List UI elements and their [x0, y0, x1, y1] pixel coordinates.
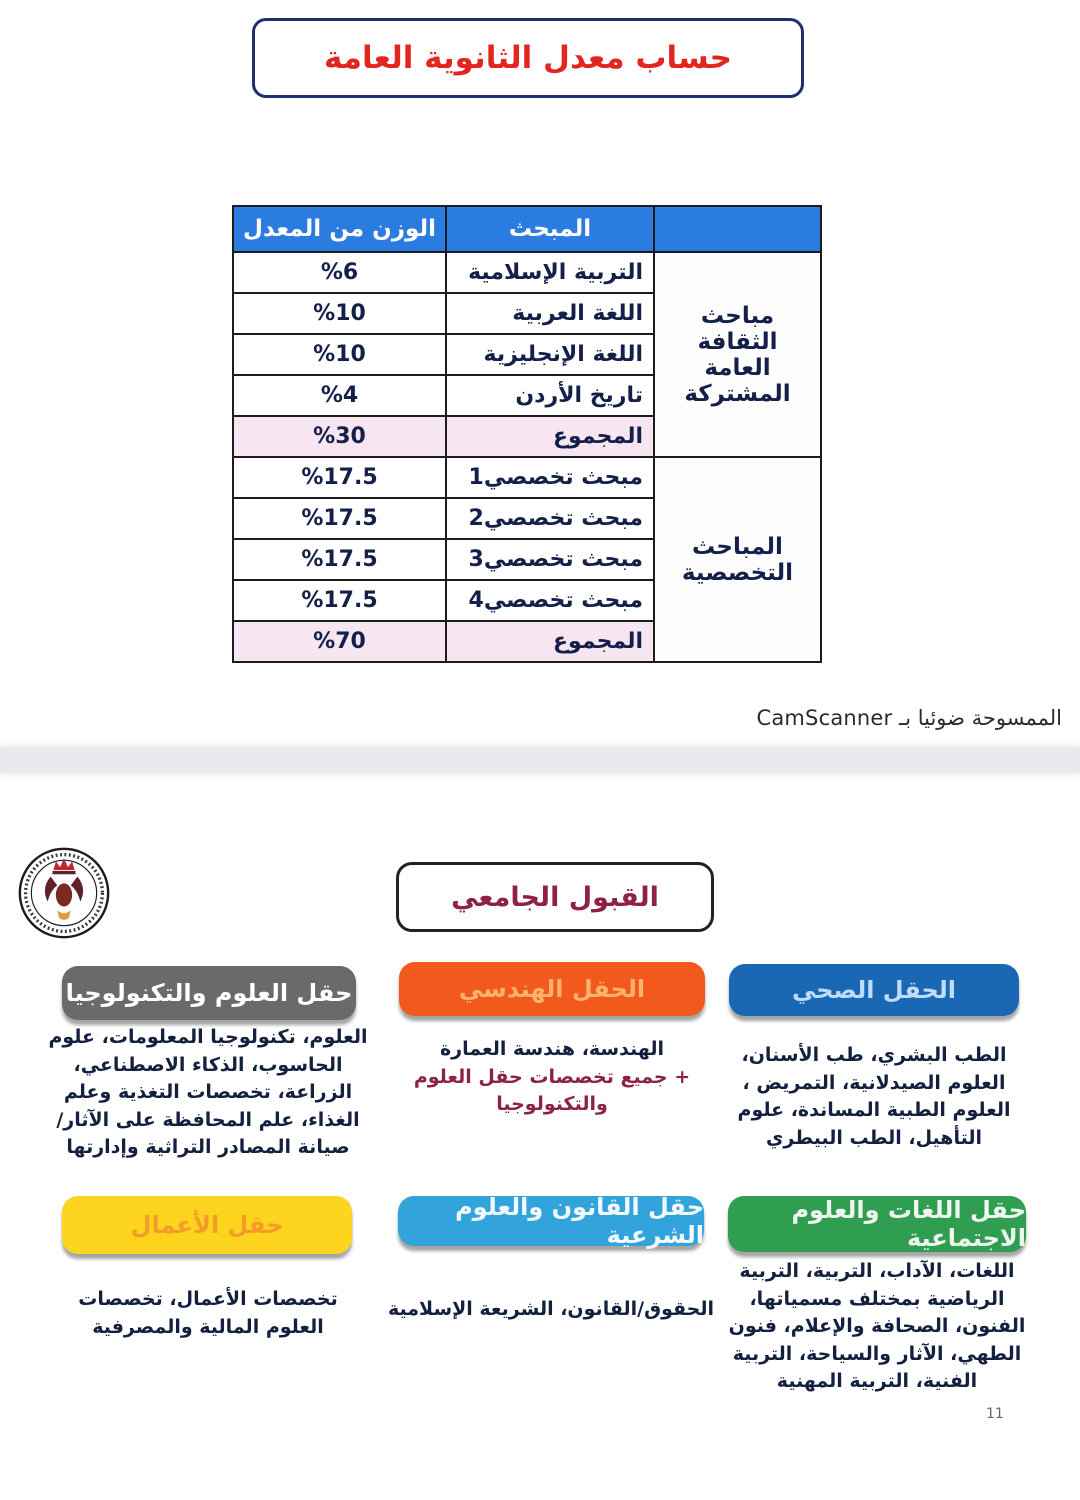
field-header-engineering — [399, 962, 705, 1016]
table-subject-cell: المجموع — [446, 621, 654, 662]
table-subject-cell: مبحث تخصصي3 — [446, 539, 654, 580]
page1-title: حساب معدل الثانوية العامة — [323, 40, 733, 76]
field-body-line: الحقوق/القانون، الشريعة الإسلامية — [387, 1298, 714, 1320]
field-body-line: اللغات، الآداب، التربية، التربية الرياضية بمختلف مسمياتها، الفنون، الصحافة والإعلام، فنون الطهي، الآثار والسياحة، التربية الفنية، التربية المهنية — [728, 1260, 1026, 1393]
field-body-health — [720, 1042, 1028, 1152]
field-body-line: العلوم، تكنولوجيا المعلومات، علوم الحاسوب، الذكاء الاصطناعي، الزراعة، تخصصات التغذية وعلم الغذاء، علم المحافظة على الآثار/ صيانة المصادر التراثية وإدارتها — [48, 1026, 368, 1159]
table-weight-cell: %17.5 — [233, 539, 446, 580]
table-header-row — [233, 206, 821, 252]
field-header-business — [62, 1196, 352, 1254]
field-body-business — [58, 1286, 358, 1341]
table-subject-cell: مبحث تخصصي2 — [446, 498, 654, 539]
table-weight-cell: %17.5 — [233, 580, 446, 621]
field-body-law_sharia — [388, 1296, 714, 1324]
table-header-subject: المبحث — [446, 206, 654, 252]
page-divider — [0, 747, 1080, 773]
table-row — [233, 457, 821, 498]
field-label-law_sharia: حقل القانون والعلوم الشرعية — [455, 1193, 704, 1249]
field-label-health: الحقل الصحي — [791, 976, 957, 1004]
page-number: 11 — [986, 1406, 1004, 1422]
table-row — [233, 252, 821, 293]
table-header-group-cell — [654, 206, 821, 252]
table-weight-cell: %10 — [233, 334, 446, 375]
camscanner-note: الممسوحة ضوئيا بـ CamScanner — [756, 706, 1062, 730]
table-weight-cell: %17.5 — [233, 498, 446, 539]
table-subject-cell: اللغة العربية — [446, 293, 654, 334]
field-label-science_tech: حقل العلوم والتكنولوجيا — [65, 979, 353, 1007]
table-group-label: المباحث التخصصية — [654, 457, 821, 662]
field-label-engineering: الحقل الهندسي — [458, 975, 646, 1003]
table-subject-cell: مبحث تخصصي4 — [446, 580, 654, 621]
table-header-weight: الوزن من المعدل — [233, 206, 446, 252]
table-weight-cell: %4 — [233, 375, 446, 416]
table-weight-cell: %70 — [233, 621, 446, 662]
page2-title-box — [396, 862, 714, 932]
ministry-of-education-seal-logo — [16, 840, 112, 946]
field-body-science_tech — [42, 1024, 374, 1162]
table-subject-cell: المجموع — [446, 416, 654, 457]
table-weight-cell: %30 — [233, 416, 446, 457]
field-header-health — [729, 964, 1019, 1016]
grade-weights-table — [232, 205, 822, 663]
field-body-line: + جميع تخصصات حقل العلوم والتكنولوجيا — [413, 1065, 691, 1116]
field-body-line: تخصصات الأعمال، تخصصات العلوم المالية والمصرفية — [78, 1288, 338, 1338]
field-header-languages_social — [728, 1196, 1026, 1252]
table-weight-cell: %6 — [233, 252, 446, 293]
field-body-languages_social — [714, 1258, 1040, 1396]
table-subject-cell: اللغة الإنجليزية — [446, 334, 654, 375]
page1-title-box — [252, 18, 804, 98]
page2-title: القبول الجامعي — [451, 881, 659, 913]
table-subject-cell: التربية الإسلامية — [446, 252, 654, 293]
table-weight-cell: %17.5 — [233, 457, 446, 498]
field-body-engineering — [400, 1036, 704, 1119]
field-body-line: الطب البشري، طب الأسنان، العلوم الصيدلانية، التمريض ، العلوم الطبية المساندة، علوم التأهيل، الطب البيطري — [737, 1044, 1011, 1149]
table-weight-cell: %10 — [233, 293, 446, 334]
field-header-law_sharia — [398, 1193, 704, 1249]
field-header-science_tech — [62, 966, 356, 1020]
field-body-line: الهندسة، هندسة العمارة — [439, 1038, 665, 1060]
table-subject-cell: تاريخ الأردن — [446, 375, 654, 416]
table-group-label: مباحث الثقافة العامة المشتركة — [654, 252, 821, 457]
field-label-business: حقل الأعمال — [130, 1211, 284, 1239]
table-subject-cell: مبحث تخصصي1 — [446, 457, 654, 498]
field-label-languages_social: حقل اللغات والعلوم الاجتماعية — [791, 1196, 1026, 1252]
